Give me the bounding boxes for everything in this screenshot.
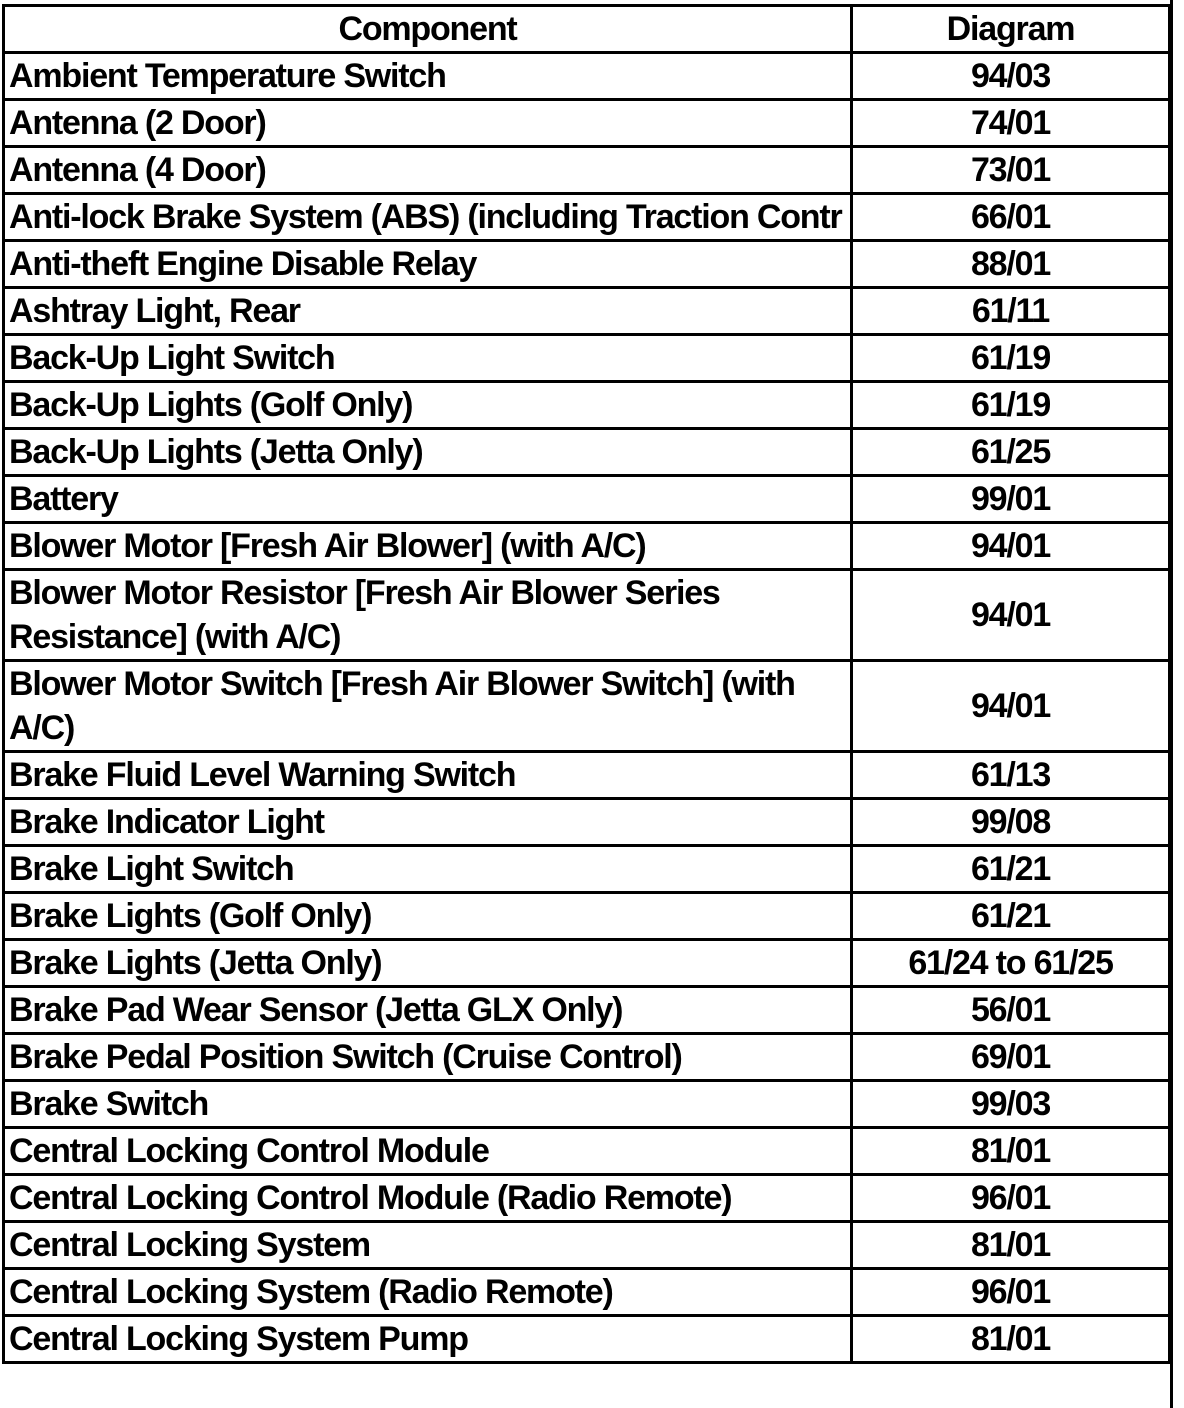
diagram-cell: 94/01 [852, 570, 1170, 661]
component-cell: Brake Light Switch [4, 846, 852, 893]
component-cell: Brake Switch [4, 1081, 852, 1128]
component-cell: Ambient Temperature Switch [4, 53, 852, 100]
table-row [4, 893, 1170, 940]
diagram-cell: 96/01 [852, 1269, 1170, 1316]
table-row [4, 1269, 1170, 1316]
table-row [4, 1128, 1170, 1175]
diagram-cell: 81/01 [852, 1316, 1170, 1363]
table-row [4, 1081, 1170, 1128]
diagram-column-header: Diagram [852, 6, 1170, 53]
table-row [4, 661, 1170, 752]
component-cell: Battery [4, 476, 852, 523]
diagram-cell: 99/08 [852, 799, 1170, 846]
table-row [4, 241, 1170, 288]
component-cell: Back-Up Light Switch [4, 335, 852, 382]
diagram-cell: 94/03 [852, 53, 1170, 100]
table-row [4, 382, 1170, 429]
table-header-row [4, 6, 1170, 53]
component-cell: Central Locking Control Module [4, 1128, 852, 1175]
diagram-cell: 69/01 [852, 1034, 1170, 1081]
diagram-cell: 61/19 [852, 335, 1170, 382]
table-row [4, 53, 1170, 100]
diagram-cell: 66/01 [852, 194, 1170, 241]
component-cell: Antenna (4 Door) [4, 147, 852, 194]
table-row [4, 570, 1170, 661]
component-cell: Ashtray Light, Rear [4, 288, 852, 335]
component-cell: Blower Motor Switch [Fresh Air Blower Switch] (with A/C) [4, 661, 852, 752]
diagram-cell: 61/13 [852, 752, 1170, 799]
component-cell: Central Locking System [4, 1222, 852, 1269]
table-row [4, 1175, 1170, 1222]
component-cell: Blower Motor [Fresh Air Blower] (with A/C) [4, 523, 852, 570]
component-cell: Back-Up Lights (Jetta Only) [4, 429, 852, 476]
table-row [4, 1034, 1170, 1081]
table-row [4, 335, 1170, 382]
table-row [4, 799, 1170, 846]
diagram-cell: 56/01 [852, 987, 1170, 1034]
diagram-cell: 74/01 [852, 100, 1170, 147]
diagram-cell: 73/01 [852, 147, 1170, 194]
table-row [4, 752, 1170, 799]
diagram-cell: 61/11 [852, 288, 1170, 335]
diagram-cell: 88/01 [852, 241, 1170, 288]
component-cell: Back-Up Lights (Golf Only) [4, 382, 852, 429]
table-row [4, 1222, 1170, 1269]
component-cell: Central Locking System Pump [4, 1316, 852, 1363]
table-row [4, 147, 1170, 194]
diagram-cell: 94/01 [852, 523, 1170, 570]
table-row [4, 288, 1170, 335]
component-cell: Brake Pedal Position Switch (Cruise Control) [4, 1034, 852, 1081]
table-row [4, 1316, 1170, 1363]
diagram-cell: 61/21 [852, 893, 1170, 940]
diagram-cell: 94/01 [852, 661, 1170, 752]
diagram-cell: 81/01 [852, 1222, 1170, 1269]
table-row [4, 987, 1170, 1034]
table-row [4, 194, 1170, 241]
page-right-border [1170, 0, 1173, 1408]
diagram-cell: 61/19 [852, 382, 1170, 429]
table-row [4, 523, 1170, 570]
component-diagram-sheet [2, 4, 1168, 1404]
component-cell: Central Locking Control Module (Radio Remote) [4, 1175, 852, 1222]
component-cell: Anti-lock Brake System (ABS) (including Traction Contr [4, 194, 852, 241]
diagram-cell: 99/03 [852, 1081, 1170, 1128]
component-cell: Central Locking System (Radio Remote) [4, 1269, 852, 1316]
component-column-header: Component [4, 6, 852, 53]
table-row [4, 100, 1170, 147]
component-cell: Brake Indicator Light [4, 799, 852, 846]
diagram-cell: 81/01 [852, 1128, 1170, 1175]
diagram-cell: 61/25 [852, 429, 1170, 476]
table-row [4, 476, 1170, 523]
component-cell: Brake Pad Wear Sensor (Jetta GLX Only) [4, 987, 852, 1034]
component-cell: Anti-theft Engine Disable Relay [4, 241, 852, 288]
component-cell: Blower Motor Resistor [Fresh Air Blower Series Resistance] (with A/C) [4, 570, 852, 661]
component-cell: Antenna (2 Door) [4, 100, 852, 147]
component-diagram-table [2, 4, 1171, 1364]
component-cell: Brake Lights (Jetta Only) [4, 940, 852, 987]
table-row [4, 846, 1170, 893]
table-row [4, 940, 1170, 987]
diagram-cell: 99/01 [852, 476, 1170, 523]
component-cell: Brake Fluid Level Warning Switch [4, 752, 852, 799]
table-row [4, 429, 1170, 476]
diagram-cell: 61/24 to 61/25 [852, 940, 1170, 987]
diagram-cell: 61/21 [852, 846, 1170, 893]
diagram-cell: 96/01 [852, 1175, 1170, 1222]
component-cell: Brake Lights (Golf Only) [4, 893, 852, 940]
